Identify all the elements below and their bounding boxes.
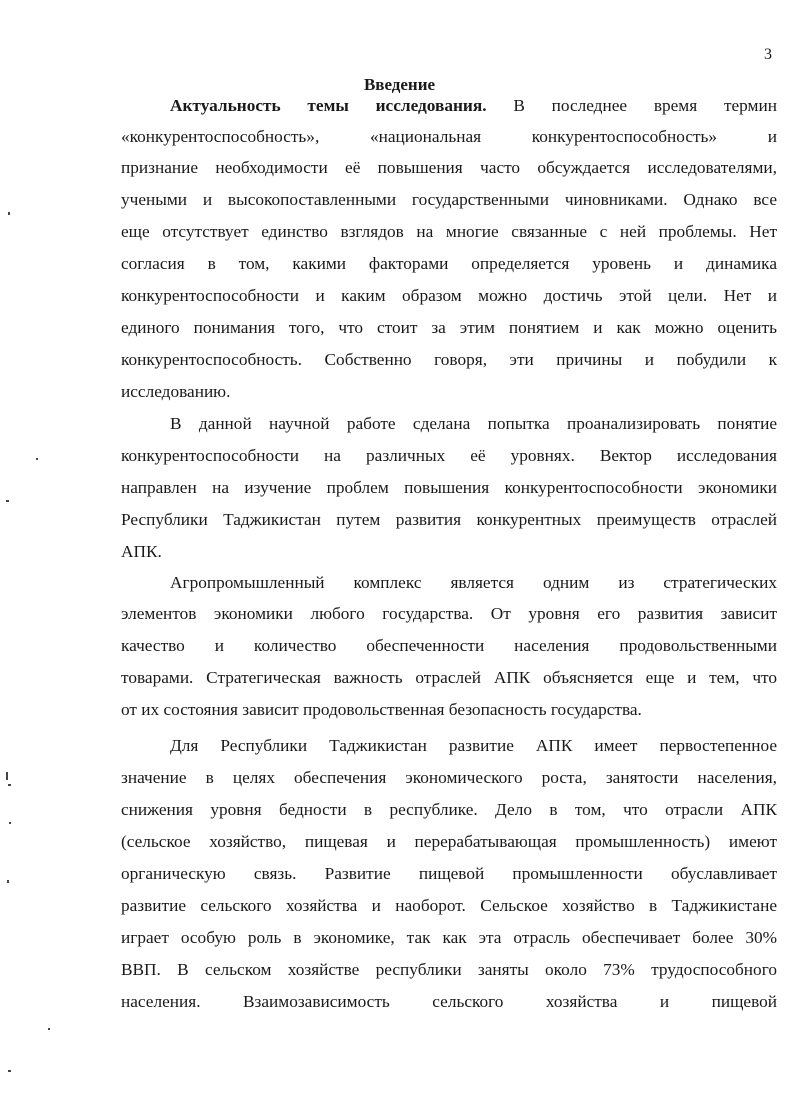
- section-heading: Введение: [363, 75, 436, 94]
- text-line: направлен на изучение проблем повышения конкурентоспособности экономики: [121, 478, 777, 497]
- text-line: Для Республики Таджикистан развитие АПК имеет первостепенное: [170, 736, 777, 755]
- scan-speck: [8, 784, 11, 786]
- text-line: Агропромышленный комплекс является одним из стратегических: [170, 573, 777, 592]
- text-line: Республики Таджикистан путем развития конкурентных преимуществ отраслей: [121, 510, 777, 529]
- text-line: населения. Взаимозависимость сельского хозяйства и пищевой: [121, 992, 777, 1011]
- text-line: конкурентоспособность. Собственно говоря, эти причины и побудили к: [121, 350, 777, 369]
- text-line: развитие сельского хозяйства и наоборот. Сельское хозяйство в Таджикистане: [121, 896, 777, 915]
- text-line: товарами. Стратегическая важность отраслей АПК объясняется еще и тем, что: [121, 668, 777, 687]
- text-line: учеными и высокопоставленными государственными чиновниками. Однако все: [121, 190, 777, 209]
- scan-speck: [7, 880, 9, 883]
- scan-speck: [8, 1070, 11, 1072]
- text-line: элементов экономики любого государства. От уровня его развития зависит: [121, 604, 777, 623]
- text-line: конкурентоспособности и каким образом можно достичь этой цели. Нет и: [121, 286, 777, 305]
- text-line: конкурентоспособности на различных её уровнях. Вектор исследования: [121, 446, 777, 465]
- text-line: единого понимания того, что стоит за этим понятием и как можно оценить: [121, 318, 777, 337]
- text-line: от их состояния зависит продовольственная безопасность государства.: [121, 700, 642, 719]
- scan-speck: [48, 1028, 50, 1030]
- text-line: признание необходимости её повышения часто обсуждается исследователями,: [121, 158, 777, 177]
- text-line: играет особую роль в экономике, так как эта отрасль обеспечивает более 30%: [121, 928, 777, 947]
- text-line: значение в целях обеспечения экономического роста, занятости населения,: [121, 768, 777, 787]
- text-line: (сельское хозяйство, пищевая и перерабатывающая промышленность) имеют: [121, 832, 777, 851]
- scan-speck: [9, 822, 11, 824]
- text-line: исследованию.: [121, 382, 231, 401]
- text-line: еще отсутствует единство взглядов на многие связанные с ней проблемы. Нет: [121, 222, 777, 241]
- topic-relevance-label: Актуальность темы исследования.: [170, 96, 487, 115]
- text-line: АПК.: [121, 542, 162, 561]
- text-line: Актуальность темы исследования. В последнее время термин: [170, 96, 777, 115]
- text-line: ВВП. В сельском хозяйстве республики заняты около 73% трудоспособного: [121, 960, 777, 979]
- scan-speck: [36, 458, 38, 460]
- text-line: В данной научной работе сделана попытка проанализировать понятие: [170, 414, 777, 433]
- text-line: «конкурентоспособность», «национальная конкурентоспособность» и: [121, 127, 777, 146]
- text-line: снижения уровня бедности в республике. Дело в том, что отрасли АПК: [121, 800, 777, 819]
- text-line: качество и количество обеспеченности населения продовольственными: [121, 636, 777, 655]
- scan-speck: [6, 500, 9, 502]
- scan-speck: [6, 772, 8, 780]
- text-line: согласия в том, какими факторами определяется уровень и динамика: [121, 254, 777, 273]
- page-number: 3: [764, 46, 772, 63]
- text-line: органическую связь. Развитие пищевой промышленности обуславливает: [121, 864, 777, 883]
- scan-speck: [8, 212, 10, 215]
